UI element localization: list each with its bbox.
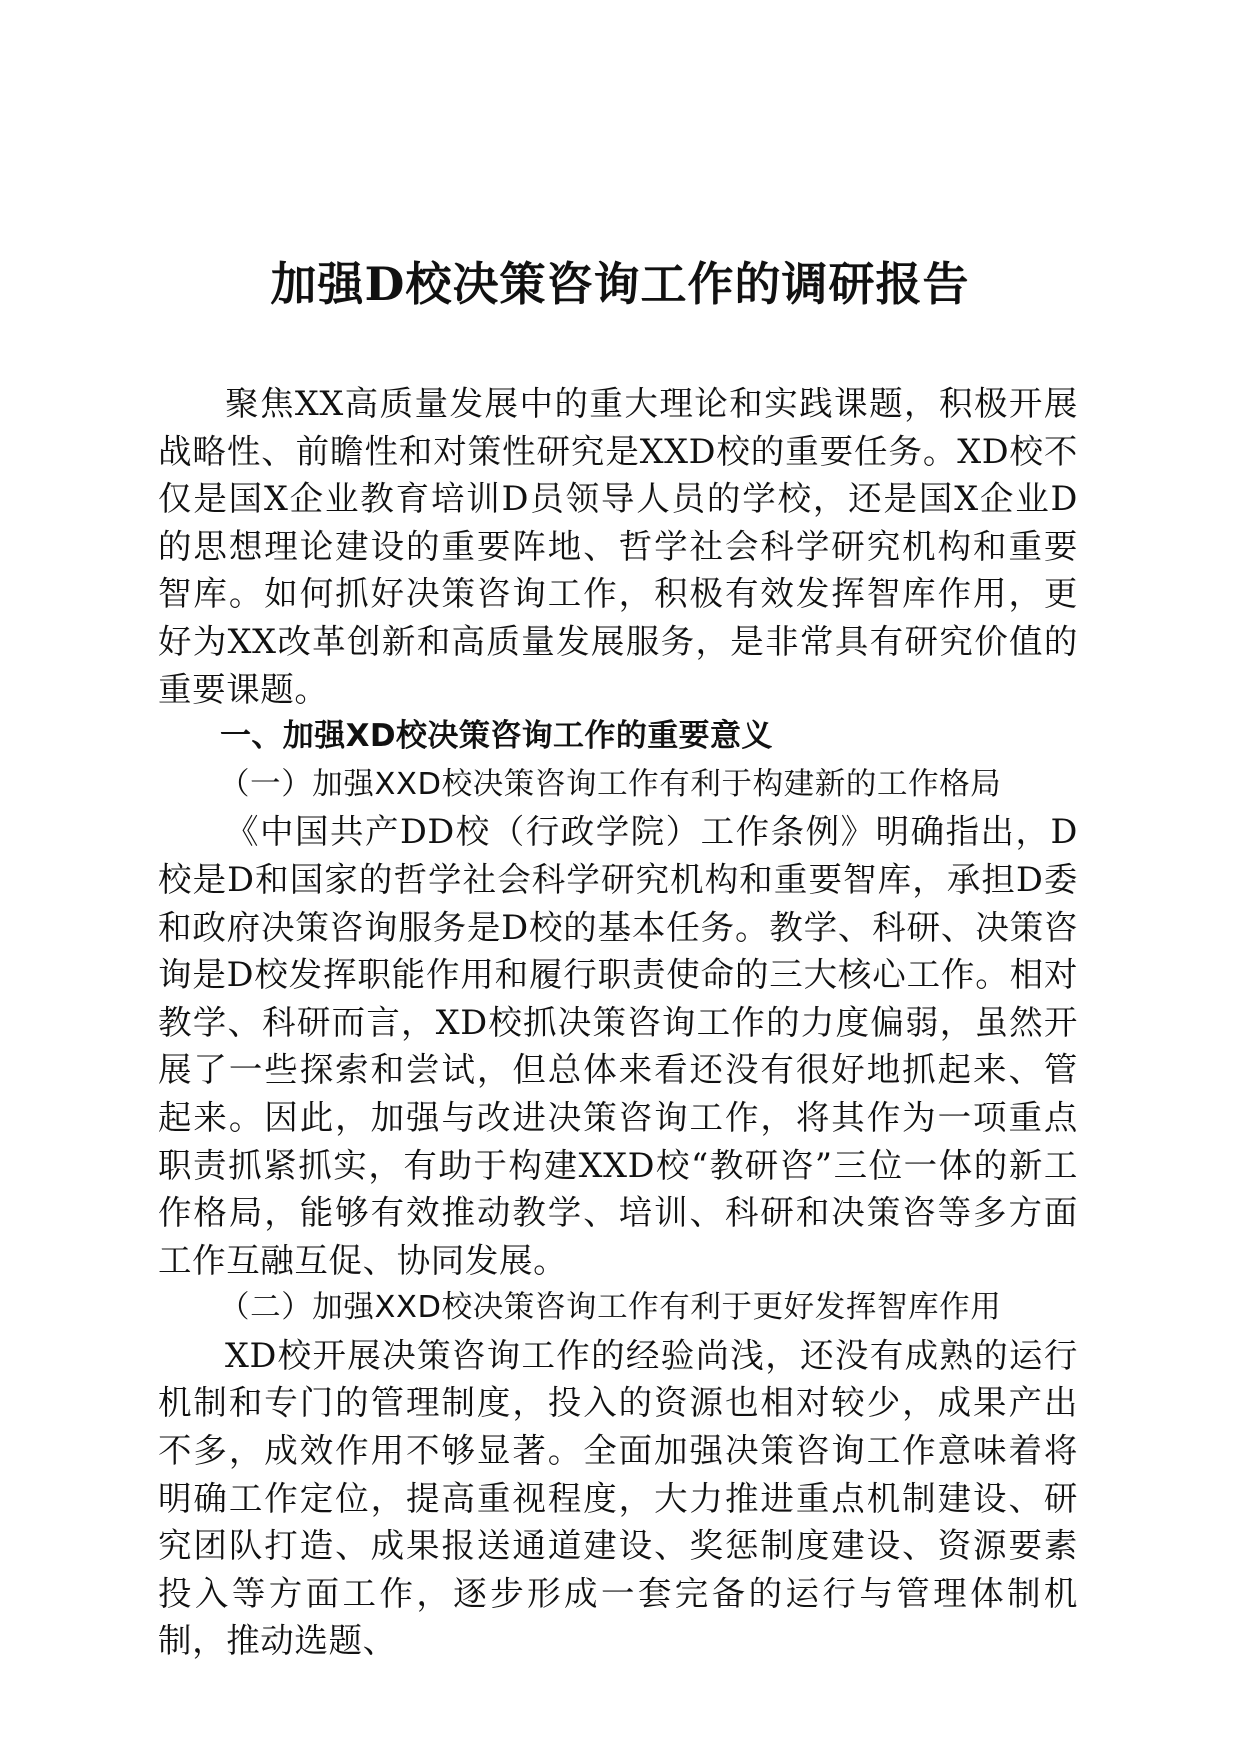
- subsection-heading-1: （一）加强XXD校决策咨询工作有利于构建新的工作格局: [219, 766, 1002, 802]
- document-body: [158, 380, 1078, 1665]
- section-heading-1: 一、加强XD校决策咨询工作的重要意义: [220, 718, 773, 755]
- document-title: 加强D校决策咨询工作的调研报告: [270, 257, 970, 311]
- subsection-paragraph-1: 《中国共产DD校（行政学院）工作条例》明确指出，D校是D和国家的哲学社会科学研究机构和重要智库，承担D委和政府决策咨询服务是D校的基本任务。教学、科研、决策咨询是D校发挥职能作用和履行职责使命的三大核心工作。相对教学、科研而言，XD校抓决策咨询工作的力度偏弱，虽然开展了一些探索和尝试，但总体来看还没有很好地抓起来、管起来。因此，加强与改进决策咨询工作，将其作为一项重点职责抓紧抓实，有助于构建XXD校“教研咨”三位一体的新工作格局，能够有效推动教学、培训、科研和决策咨等多方面工作互融互促、协同发展。: [158, 812, 1078, 1280]
- subsection-paragraph-2: XD校开展决策咨询工作的经验尚浅，还没有成熟的运行机制和专门的管理制度，投入的资源也相对较少，成果产出不多，成效作用不够显著。全面加强决策咨询工作意味着将明确工作定位，提高重视程度，大力推进重点机制建设、研究团队打造、成果报送通道建设、奖惩制度建设、资源要素投入等方面工作，逐步形成一套完备的运行与管理体制机制，推动选题、: [158, 1335, 1078, 1661]
- subsection-heading-2: （二）加强XXD校决策咨询工作有利于更好发挥智库作用: [219, 1290, 1002, 1326]
- intro-paragraph: 聚焦XX高质量发展中的重大理论和实践课题，积极开展战略性、前瞻性和对策性研究是XXD校的重要任务。XD校不仅是国X企业教育培训D员领导人员的学校，还是国X企业D的思想理论建设的重要阵地、哲学社会科学研究机构和重要智库。如何抓好决策咨询工作，积极有效发挥智库作用，更好为XX改革创新和高质量发展服务，是非常具有研究价值的重要课题。: [158, 384, 1078, 709]
